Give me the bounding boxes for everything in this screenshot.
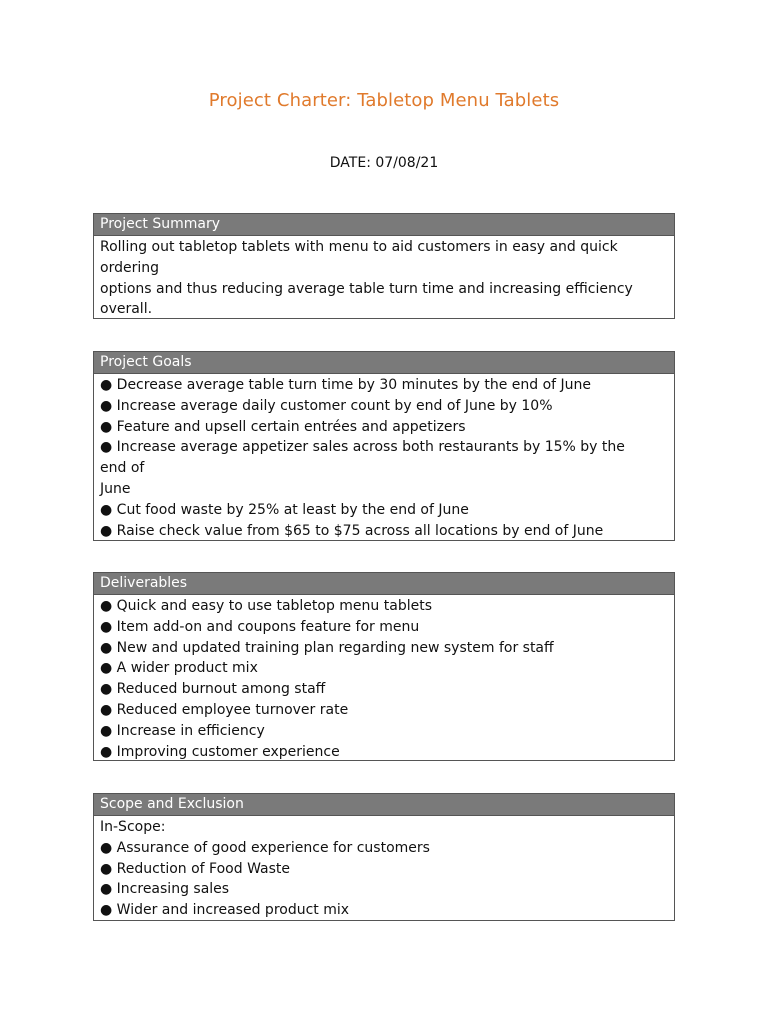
scope-exclusion-header: Scope and Exclusion — [94, 794, 674, 816]
goal-item: ● Raise check value from $65 to $75 across all locations by end of June — [100, 522, 604, 539]
deliverable-item: ● Improving customer experience — [100, 743, 340, 760]
page-title: Project Charter: Tabletop Menu Tablets — [208, 90, 560, 111]
deliverable-item: ● A wider product mix — [100, 660, 258, 677]
deliverables-header: Deliverables — [94, 573, 674, 595]
project-goals-section — [93, 351, 675, 541]
goal-item-continuation: end of — [100, 460, 145, 477]
project-goals-body — [94, 374, 674, 543]
document-date: DATE: 07/08/21 — [329, 155, 439, 171]
scope-exclusion-body — [94, 816, 674, 923]
goal-item: ● Increase average daily customer count by end of June by 10% — [100, 397, 553, 414]
scope-item: ● Increasing sales — [100, 881, 230, 898]
deliverable-item: ● Reduced burnout among staff — [100, 681, 326, 698]
summary-line: ordering — [100, 259, 159, 276]
deliverable-item: ● New and updated training plan regarding new system for staff — [100, 639, 554, 656]
goal-item-continuation: June — [100, 480, 131, 497]
project-summary-section — [93, 213, 675, 319]
scope-item: ● Wider and increased product mix — [100, 902, 350, 919]
deliverables-body — [94, 595, 674, 764]
project-goals-header: Project Goals — [94, 352, 674, 374]
summary-line: options and thus reducing average table turn time and increasing efficiency — [100, 280, 633, 297]
deliverable-item: ● Increase in efficiency — [100, 722, 265, 739]
in-scope-label: In-Scope: — [100, 819, 166, 835]
scope-exclusion-section — [93, 793, 675, 921]
deliverable-item: ● Reduced employee turnover rate — [100, 701, 349, 718]
goal-item: ● Decrease average table turn time by 30 minutes by the end of June — [100, 377, 592, 393]
deliverable-item: ● Item add-on and coupons feature for menu — [100, 618, 420, 635]
project-summary-header: Project Summary — [94, 214, 674, 236]
goal-item: ● Increase average appetizer sales across both restaurants by 15% by the — [100, 439, 625, 456]
deliverables-section — [93, 572, 675, 761]
goal-item: ● Cut food waste by 25% at least by the end of June — [100, 501, 469, 518]
goal-item: ● Feature and upsell certain entrées and appetizers — [100, 418, 466, 435]
scope-item: ● Assurance of good experience for customers — [100, 839, 430, 856]
scope-item: ● Reduction of Food Waste — [100, 860, 290, 877]
deliverable-item: ● Quick and easy to use tabletop menu tablets — [100, 598, 432, 614]
project-summary-body — [94, 236, 674, 322]
summary-line: overall. — [100, 301, 153, 318]
summary-line: Rolling out tabletop tablets with menu to aid customers in easy and quick — [100, 239, 618, 255]
